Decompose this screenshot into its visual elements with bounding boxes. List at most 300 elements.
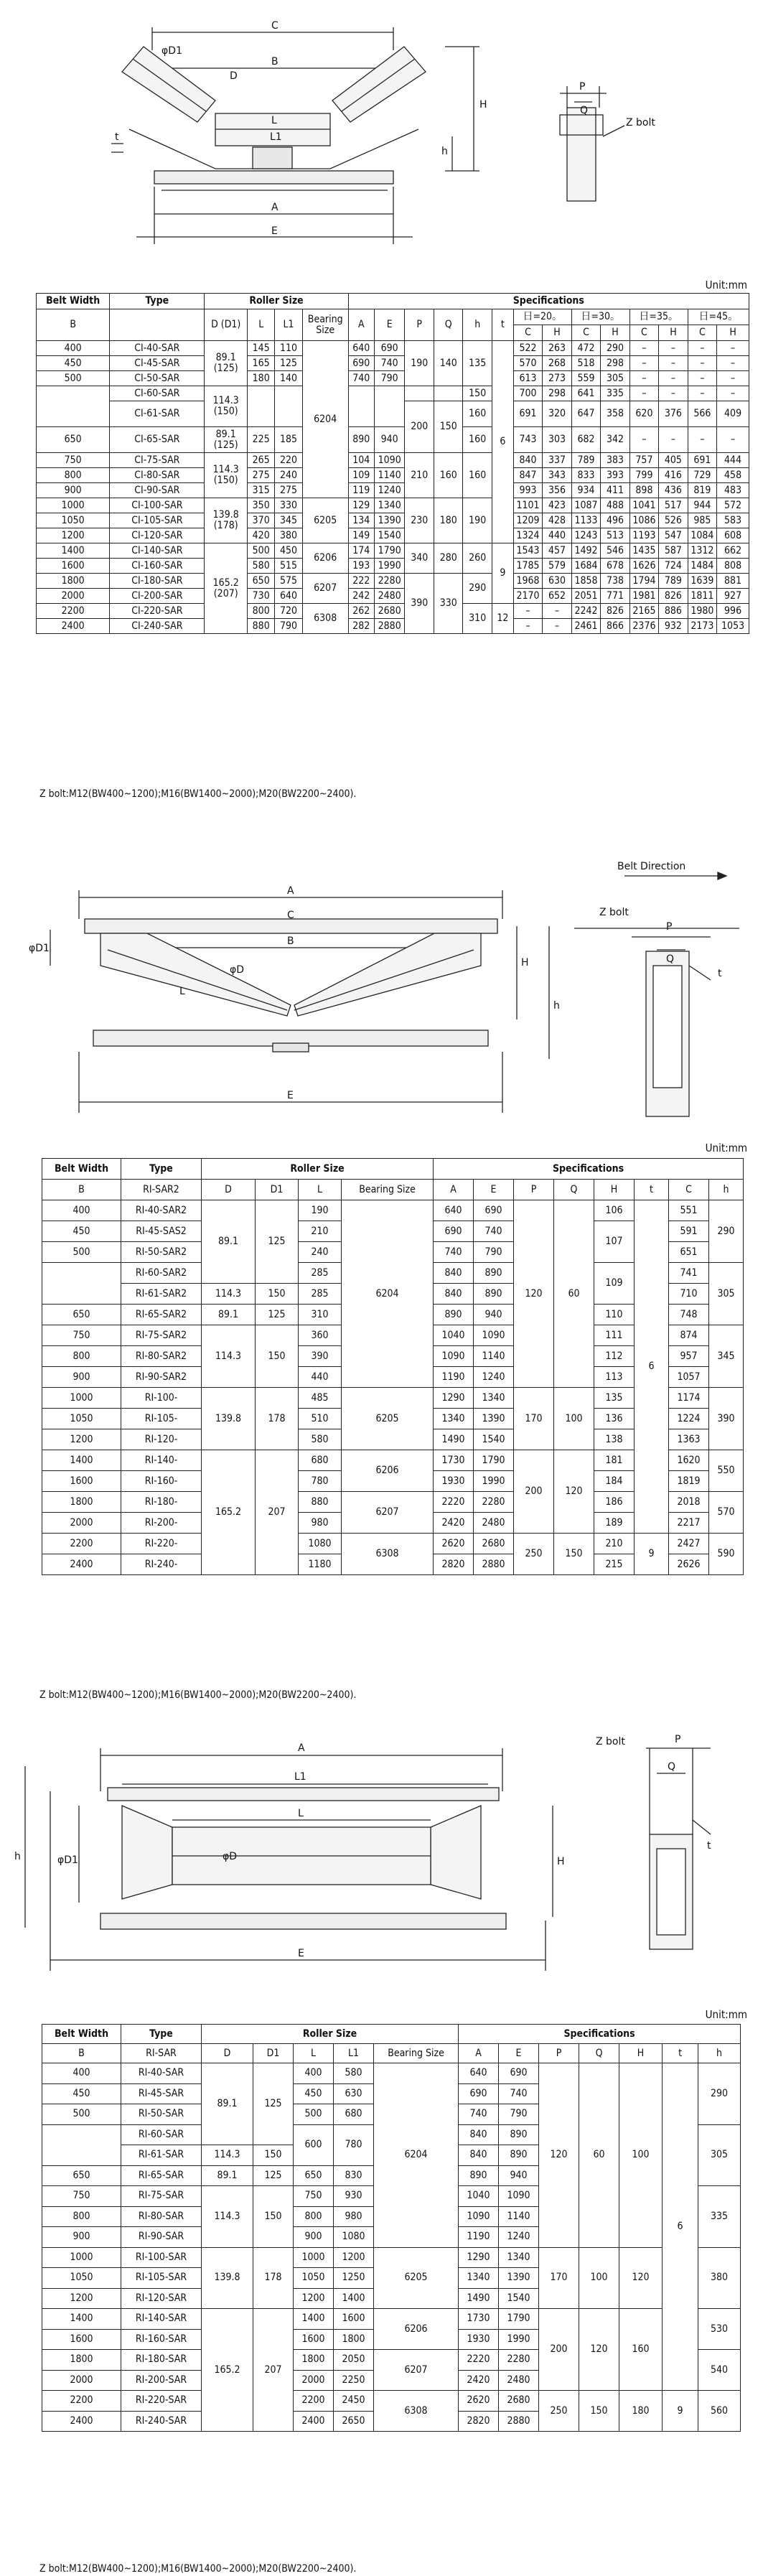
- unit-label: Unit:mm: [705, 2008, 747, 2021]
- cell-Q: 100: [579, 2247, 619, 2309]
- cell-E: 1390: [499, 2268, 539, 2289]
- table-row: [37, 453, 749, 468]
- col-H: H: [594, 1180, 635, 1200]
- table-row: [42, 1534, 744, 1554]
- cell-E: 2680: [474, 1534, 514, 1554]
- cell-c20: 847: [513, 468, 542, 483]
- cell-c35: –: [629, 371, 658, 386]
- cell-A: 2420: [459, 2370, 499, 2391]
- cell-L1: 630: [334, 2083, 374, 2104]
- cell-c20: 743: [513, 427, 542, 453]
- cell-bearing: 6206: [302, 543, 348, 574]
- cell-E: 2880: [499, 2411, 539, 2432]
- cell-bw: 2000: [42, 2370, 121, 2391]
- cell-h: 290: [463, 574, 492, 604]
- cell-H: 107: [594, 1221, 635, 1263]
- cell-A: 640: [459, 2063, 499, 2084]
- cell-A: 222: [348, 574, 374, 589]
- cell-E: 890: [474, 1263, 514, 1284]
- col-angle-35: 日=35。: [629, 309, 688, 325]
- cell-E: 1090: [474, 1325, 514, 1346]
- cell-H: 135: [594, 1388, 635, 1409]
- cell-type: CI-105-SAR: [110, 513, 205, 528]
- cell-E: 890: [499, 2145, 539, 2166]
- cell-L1: 125: [275, 356, 302, 371]
- cell-A: 2820: [434, 1554, 474, 1575]
- cell-bearing: 6205: [374, 2247, 459, 2309]
- cell-c30: 1492: [571, 543, 600, 559]
- cell-type: RI-120-: [121, 1429, 202, 1450]
- col-P: P: [539, 2044, 579, 2063]
- cell-A: 740: [348, 371, 374, 386]
- table-row: [37, 604, 749, 619]
- cell-bearing: 6308: [374, 2391, 459, 2432]
- cell-h: 135: [463, 341, 492, 386]
- dim-E: E: [287, 1090, 294, 1101]
- col-belt-width: Belt Width: [37, 294, 110, 309]
- cell-c35: –: [629, 427, 658, 453]
- cell-L: 1050: [294, 2268, 334, 2289]
- cell-h20: 343: [543, 468, 571, 483]
- cell-c20: 1324: [513, 528, 542, 543]
- col-t: t: [635, 1180, 669, 1200]
- cell-E: 690: [374, 341, 405, 356]
- cell-L: 650: [248, 574, 275, 589]
- dim-C: C: [287, 910, 294, 921]
- cell-bw: [42, 1263, 121, 1305]
- cell-type: CI-60-SAR: [110, 386, 205, 401]
- cell-A: 640: [434, 1200, 474, 1221]
- cell-h20: 298: [543, 386, 571, 401]
- cell-Q: 160: [434, 453, 462, 498]
- cell-L: 285: [299, 1263, 342, 1284]
- cell-c30: 833: [571, 468, 600, 483]
- cell-D1: 150: [256, 1284, 299, 1305]
- cell-h30: 496: [601, 513, 629, 528]
- cell-type: RI-45-SAR: [121, 2083, 202, 2104]
- col-angle-20: 日=20。: [513, 309, 571, 325]
- cell-bearing: 6207: [342, 1492, 434, 1534]
- cell-c45: 1980: [688, 604, 716, 619]
- cell-type: CI-140-SAR: [110, 543, 205, 559]
- cell-c30: 2461: [571, 619, 600, 634]
- cell-type: CI-160-SAR: [110, 559, 205, 574]
- cell-h20: 579: [543, 559, 571, 574]
- cell-E: 1090: [499, 2186, 539, 2207]
- cell-h35: 547: [659, 528, 688, 543]
- cell-E: 890: [474, 1284, 514, 1305]
- cell-h: 305: [709, 1263, 744, 1325]
- cell-c20: 570: [513, 356, 542, 371]
- cell-C: 2626: [669, 1554, 709, 1575]
- cell-h: 540: [698, 2350, 741, 2391]
- cell-L1: 2450: [334, 2391, 374, 2412]
- cell-c45: 729: [688, 468, 716, 483]
- cell-c35: 1626: [629, 559, 658, 574]
- cell-E: 2480: [374, 589, 405, 604]
- cell-C: 710: [669, 1284, 709, 1305]
- col-B: B: [42, 2044, 121, 2063]
- cell-type: CI-240-SAR: [110, 619, 205, 634]
- cell-h45: 409: [717, 401, 749, 427]
- cell-A: 2220: [434, 1492, 474, 1513]
- cell-c20: 522: [513, 341, 542, 356]
- cell-h20: 320: [543, 401, 571, 427]
- cell-bw: 1400: [42, 2309, 121, 2330]
- cell-A: 2620: [434, 1534, 474, 1554]
- cell-bw: 800: [42, 1346, 121, 1367]
- dim-D1: φD1: [29, 943, 50, 954]
- side-Q: Q: [668, 1761, 676, 1773]
- dim-L: L: [179, 986, 185, 997]
- cell-D: 89.1: [202, 2165, 253, 2186]
- cell-c20: 613: [513, 371, 542, 386]
- cell-bw: 2400: [42, 2411, 121, 2432]
- cell-D: 89.1: [202, 2063, 253, 2145]
- section-return-idler-v: [0, 822, 763, 1705]
- cell-type: RI-220-: [121, 1534, 202, 1554]
- cell-E: 1240: [474, 1367, 514, 1388]
- cell-bearing: 6206: [342, 1450, 434, 1492]
- cell-type: RI-100-SAR: [121, 2247, 202, 2268]
- cell-bearing: 6207: [374, 2350, 459, 2391]
- cell-bw: 1050: [42, 2268, 121, 2289]
- cell-h: 590: [709, 1534, 744, 1575]
- cell-c45: 819: [688, 483, 716, 498]
- col-H: H: [619, 2044, 663, 2063]
- cell-type: CI-65-SAR: [110, 427, 205, 453]
- cell-E: 1090: [374, 453, 405, 468]
- cell-bw: 450: [37, 356, 110, 371]
- cell-L: [248, 386, 275, 427]
- cell-c45: –: [688, 341, 716, 356]
- cell-L: 780: [299, 1471, 342, 1492]
- col-h: h: [463, 309, 492, 341]
- dim-L: L: [298, 1808, 304, 1819]
- cell-Q: 280: [434, 543, 462, 574]
- cell-h45: 608: [717, 528, 749, 543]
- cell-L1: 220: [275, 453, 302, 468]
- cell-h20: 428: [543, 513, 571, 528]
- cell-D1: 150: [253, 2145, 294, 2166]
- cell-H: 186: [594, 1492, 635, 1513]
- cell-A: 1290: [459, 2247, 499, 2268]
- cell-E: 1790: [474, 1450, 514, 1471]
- col-angle-45: 日=45。: [688, 309, 749, 325]
- section-troughing-idler: [0, 0, 763, 822]
- cell-D1: 125: [253, 2063, 294, 2145]
- cell-c35: 1086: [629, 513, 658, 528]
- cell-C: 748: [669, 1305, 709, 1325]
- cell-L: 275: [248, 468, 275, 483]
- return-flat-table-body: [42, 2063, 741, 2432]
- cell-E: 1140: [374, 468, 405, 483]
- cell-E: 2480: [499, 2370, 539, 2391]
- cell-bw: 400: [42, 1200, 121, 1221]
- col-type: Type: [121, 1159, 202, 1180]
- cell-A: 1730: [459, 2309, 499, 2330]
- cell-D: 114.3: [202, 2186, 253, 2248]
- table-row: [37, 559, 749, 574]
- cell-D: 139.8 (178): [205, 498, 248, 543]
- cell-H: 120: [619, 2247, 663, 2309]
- cell-L: 580: [248, 559, 275, 574]
- col-C20: C: [513, 325, 542, 341]
- cell-L1: 1800: [334, 2329, 374, 2350]
- cell-t: 6: [663, 2063, 698, 2391]
- table-row: [37, 341, 749, 356]
- cell-bw: 900: [42, 2227, 121, 2248]
- cell-h45: 458: [717, 468, 749, 483]
- cell-bearing: 6205: [302, 498, 348, 543]
- cell-h35: –: [659, 356, 688, 371]
- cell-type: RI-180-: [121, 1492, 202, 1513]
- cell-E: 890: [499, 2124, 539, 2145]
- cell-L1: 580: [334, 2063, 374, 2084]
- cell-L: 750: [294, 2186, 334, 2207]
- cell-E: 1240: [374, 483, 405, 498]
- cell-h: 310: [463, 604, 492, 634]
- cell-h: 160: [463, 427, 492, 453]
- table-row: [37, 483, 749, 498]
- cell-h35: 789: [659, 574, 688, 589]
- cell-P: 250: [514, 1534, 554, 1575]
- dim-A: A: [271, 202, 278, 213]
- cell-c35: –: [629, 386, 658, 401]
- cell-c35: 1041: [629, 498, 658, 513]
- cell-L: 1800: [294, 2350, 334, 2371]
- cell-bw: 2000: [42, 1513, 121, 1534]
- col-E: E: [474, 1180, 514, 1200]
- cell-type: RI-90-SAR2: [121, 1367, 202, 1388]
- col-specifications: Specifications: [348, 294, 749, 309]
- return-v-spec-table: [42, 1158, 744, 1575]
- col-roller-size: Roller Size: [202, 2025, 459, 2044]
- cell-h30: 488: [601, 498, 629, 513]
- cell-A: 740: [434, 1242, 474, 1263]
- cell-type: RI-80-SAR2: [121, 1346, 202, 1367]
- cell-bearing: 6205: [342, 1388, 434, 1450]
- dim-H: H: [479, 99, 487, 111]
- cell-A: 174: [348, 543, 374, 559]
- cell-h45: 572: [717, 498, 749, 513]
- cell-c35: 799: [629, 468, 658, 483]
- cell-L: 510: [299, 1409, 342, 1429]
- cell-L: 190: [299, 1200, 342, 1221]
- cell-L: 145: [248, 341, 275, 356]
- cell-Q: 150: [579, 2391, 619, 2432]
- cell-c45: 1811: [688, 589, 716, 604]
- side-Q: Q: [666, 953, 675, 965]
- cell-L1: 1400: [334, 2288, 374, 2309]
- cell-h30: 358: [601, 401, 629, 427]
- cell-bw: 2000: [37, 589, 110, 604]
- cell-A: 129: [348, 498, 374, 513]
- cell-A: 193: [348, 559, 374, 574]
- cell-h45: 662: [717, 543, 749, 559]
- cell-c35: 2376: [629, 619, 658, 634]
- cell-h35: 826: [659, 589, 688, 604]
- col-H45: H: [717, 325, 749, 341]
- cell-type: RI-75-SAR: [121, 2186, 202, 2207]
- col-D: D (D1): [205, 309, 248, 341]
- dim-E: E: [271, 225, 278, 237]
- cell-A: 1730: [434, 1450, 474, 1471]
- cell-L1: 240: [275, 468, 302, 483]
- cell-L: 350: [248, 498, 275, 513]
- cell-h45: 927: [717, 589, 749, 604]
- cell-h20: 457: [543, 543, 571, 559]
- cell-c30: 641: [571, 386, 600, 401]
- cell-D1: 150: [253, 2186, 294, 2248]
- cell-type: CI-40-SAR: [110, 341, 205, 356]
- col-type-code: RI-SAR2: [121, 1180, 202, 1200]
- cell-A: 1040: [459, 2186, 499, 2207]
- cell-c45: 1484: [688, 559, 716, 574]
- cell-L: 2200: [294, 2391, 334, 2412]
- cell-P: [405, 386, 434, 401]
- cell-type: RI-65-SAR: [121, 2165, 202, 2186]
- cell-P: 200: [539, 2309, 579, 2391]
- cell-C: 1819: [669, 1471, 709, 1492]
- cell-H: 112: [594, 1346, 635, 1367]
- cell-D: 165.2 (207): [205, 543, 248, 634]
- cell-L1: 515: [275, 559, 302, 574]
- cell-bw: 1400: [37, 543, 110, 559]
- cell-A: 890: [348, 427, 374, 453]
- cell-P: 200: [405, 401, 434, 453]
- cell-bearing: 6308: [302, 604, 348, 634]
- cell-A: 1290: [434, 1388, 474, 1409]
- cell-L: 310: [299, 1305, 342, 1325]
- col-C: C: [669, 1180, 709, 1200]
- cell-A: 1340: [459, 2268, 499, 2289]
- cell-P: 120: [539, 2063, 579, 2248]
- cell-E: 790: [474, 1242, 514, 1263]
- cell-E: 1540: [374, 528, 405, 543]
- cell-L1: 2250: [334, 2370, 374, 2391]
- zbolt-note: Z bolt:M12(BW400~1200);M16(BW1400~2000);M20(BW2200~2400).: [39, 788, 357, 800]
- cell-c30: 1087: [571, 498, 600, 513]
- cell-L: 680: [299, 1450, 342, 1471]
- cell-c20: 1968: [513, 574, 542, 589]
- cell-c45: –: [688, 386, 716, 401]
- dim-A: A: [298, 1742, 305, 1754]
- cell-h: 260: [463, 543, 492, 574]
- cell-c30: 934: [571, 483, 600, 498]
- cell-c30: 472: [571, 341, 600, 356]
- cell-A: 1490: [434, 1429, 474, 1450]
- cell-h20: –: [543, 619, 571, 634]
- cell-bw: 500: [42, 2104, 121, 2125]
- dim-L: L: [271, 115, 277, 126]
- cell-h: 380: [698, 2247, 741, 2309]
- cell-L1: 185: [275, 427, 302, 453]
- cell-C: 1224: [669, 1409, 709, 1429]
- cell-A: 134: [348, 513, 374, 528]
- cell-A: 149: [348, 528, 374, 543]
- cell-L: 1600: [294, 2329, 334, 2350]
- cell-c30: 1243: [571, 528, 600, 543]
- cell-P: 250: [539, 2391, 579, 2432]
- cell-type: RI-240-SAR: [121, 2411, 202, 2432]
- cell-P: 170: [514, 1388, 554, 1450]
- unit-label: Unit:mm: [705, 1142, 747, 1154]
- cell-E: 1790: [374, 543, 405, 559]
- return-flat-spec-table: [42, 2024, 741, 2432]
- cell-c20: 1209: [513, 513, 542, 528]
- cell-L1: 720: [275, 604, 302, 619]
- col-Q: Q: [579, 2044, 619, 2063]
- cell-bw: 500: [37, 371, 110, 386]
- cell-h20: 423: [543, 498, 571, 513]
- table-row: [42, 2391, 741, 2412]
- cell-h45: 483: [717, 483, 749, 498]
- cell-c45: –: [688, 356, 716, 371]
- cell-c45: 1312: [688, 543, 716, 559]
- cell-P: 190: [405, 341, 434, 386]
- cell-h30: 738: [601, 574, 629, 589]
- cell-h45: 444: [717, 453, 749, 468]
- cell-A: 690: [459, 2083, 499, 2104]
- cell-bw: 800: [42, 2206, 121, 2227]
- cell-L: 880: [299, 1492, 342, 1513]
- cell-L: 165: [248, 356, 275, 371]
- cell-bw: 750: [42, 1325, 121, 1346]
- cell-L1: 1600: [334, 2309, 374, 2330]
- col-P: P: [514, 1180, 554, 1200]
- cell-E: [374, 386, 405, 427]
- cell-E: 1340: [474, 1388, 514, 1409]
- cell-c30: 2051: [571, 589, 600, 604]
- table-row: [37, 574, 749, 589]
- cell-bearing: 6204: [302, 341, 348, 498]
- cell-h20: 263: [543, 341, 571, 356]
- cell-E: 690: [499, 2063, 539, 2084]
- cell-h: 305: [698, 2124, 741, 2186]
- cell-h35: –: [659, 386, 688, 401]
- cell-D1: 207: [256, 1450, 299, 1575]
- cell-c45: 2173: [688, 619, 716, 634]
- col-A: A: [348, 309, 374, 341]
- col-A: A: [434, 1180, 474, 1200]
- cell-E: 940: [474, 1305, 514, 1325]
- cell-h20: 303: [543, 427, 571, 453]
- cell-h30: 383: [601, 453, 629, 468]
- cell-h: 150: [463, 386, 492, 401]
- cell-L1: 380: [275, 528, 302, 543]
- cell-bw: 750: [37, 453, 110, 468]
- col-E: E: [374, 309, 405, 341]
- cell-bw: 450: [42, 2083, 121, 2104]
- cell-bw: 900: [42, 1367, 121, 1388]
- cell-E: 790: [374, 371, 405, 386]
- table-row: [42, 2247, 741, 2268]
- cell-c35: 1981: [629, 589, 658, 604]
- cell-A: 119: [348, 483, 374, 498]
- cell-D1: 178: [253, 2247, 294, 2309]
- return-idler-v-drawing: [0, 822, 763, 1131]
- cell-type: RI-105-SAR: [121, 2268, 202, 2289]
- cell-L: 600: [294, 2124, 334, 2165]
- cell-Q: 150: [554, 1534, 594, 1575]
- cell-c45: 691: [688, 453, 716, 468]
- cell-type: RI-160-SAR: [121, 2329, 202, 2350]
- cell-c45: 1084: [688, 528, 716, 543]
- cell-h35: 526: [659, 513, 688, 528]
- col-A: A: [459, 2044, 499, 2063]
- cell-bw: 1800: [37, 574, 110, 589]
